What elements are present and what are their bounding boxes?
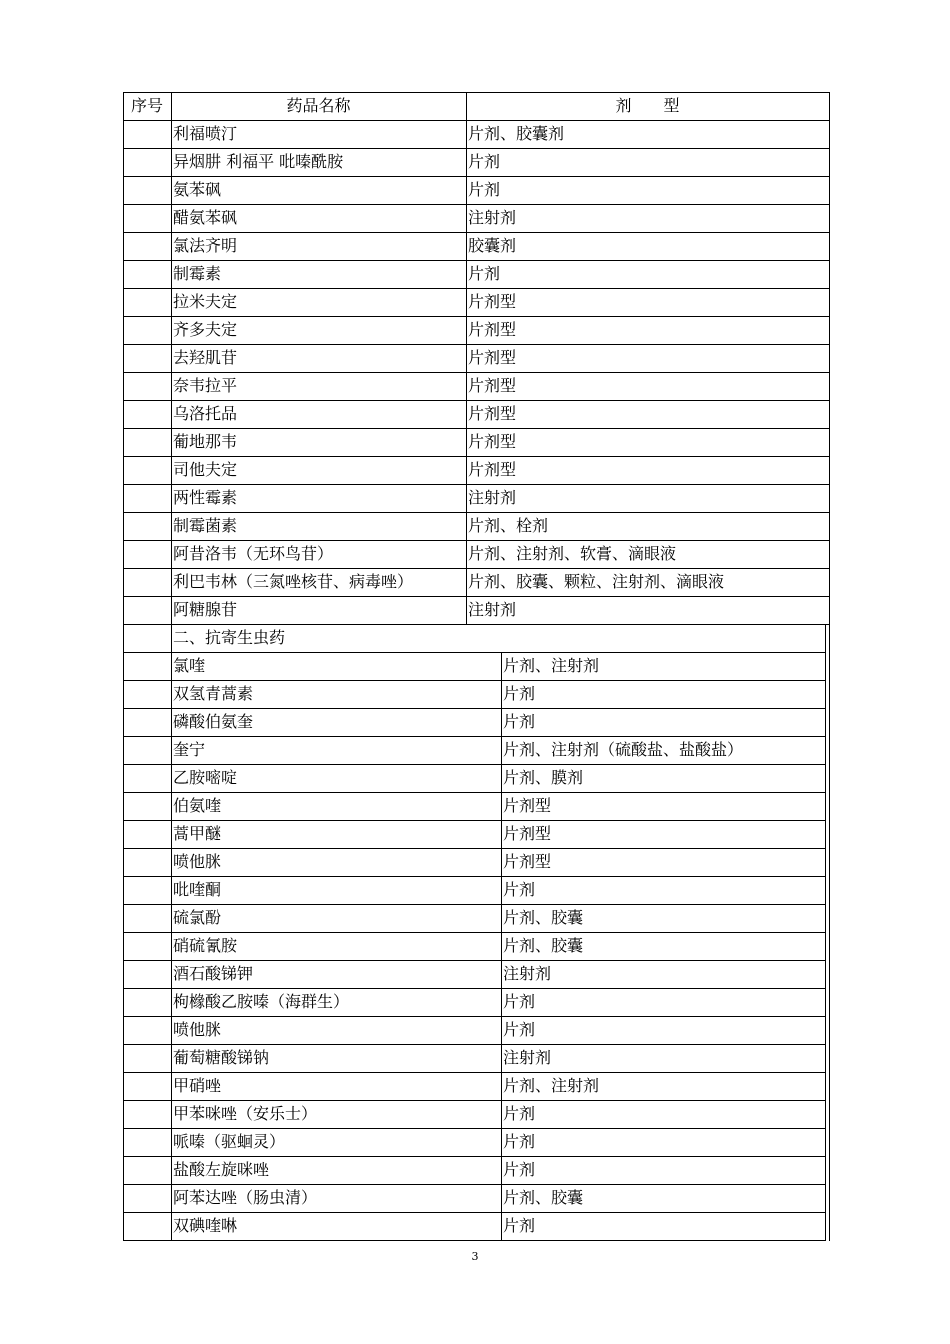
drug-form: 片剂 (503, 1020, 536, 1039)
drug-form: 片剂、注射剂 (503, 656, 600, 675)
table-rule (123, 820, 826, 821)
section-title-row (0, 624, 950, 652)
drug-name: 氯喹 (173, 656, 206, 675)
table-rule (123, 1240, 826, 1241)
page-number: 3 (471, 1250, 479, 1263)
table-col-divider (171, 92, 172, 1241)
table-rule (123, 484, 830, 485)
table-row (0, 484, 950, 512)
drug-form: 片剂、胶囊剂 (468, 124, 565, 143)
drug-name: 葡萄糖酸锑钠 (173, 1048, 270, 1067)
drug-name: 阿糖腺苷 (173, 600, 238, 619)
drug-form: 片剂、胶囊 (503, 1188, 584, 1207)
table-rule (123, 652, 826, 653)
drug-form: 注射剂 (468, 488, 517, 507)
drug-name: 乌洛托品 (173, 404, 238, 423)
table-row (0, 764, 950, 792)
drug-name: 阿苯达唑（肠虫清） (173, 1188, 318, 1207)
drug-form: 片剂型 (468, 404, 517, 423)
drug-name: 奎宁 (173, 740, 206, 759)
drug-form: 片剂型 (503, 852, 552, 871)
drug-name: 喷他脒 (173, 1020, 222, 1039)
drug-form: 片剂、胶囊 (503, 908, 584, 927)
drug-name: 磷酸伯氨奎 (173, 712, 254, 731)
table-rule (123, 344, 830, 345)
table-row (0, 1016, 950, 1044)
table-row (0, 428, 950, 456)
drug-form: 注射剂 (468, 600, 517, 619)
drug-form: 片剂 (503, 1104, 536, 1123)
drug-name: 葡地那韦 (173, 432, 238, 451)
table-rule (123, 1156, 826, 1157)
drug-name: 甲苯咪唑（安乐士） (173, 1104, 318, 1123)
drug-form: 片剂 (468, 264, 501, 283)
table-row (0, 540, 950, 568)
table-row (0, 1184, 950, 1212)
table-row (0, 120, 950, 148)
drug-form: 片剂 (503, 1160, 536, 1179)
table-rule (123, 288, 830, 289)
drug-form: 片剂 (503, 880, 536, 899)
table-row (0, 820, 950, 848)
table-row (0, 260, 950, 288)
drug-form: 片剂、胶囊、颗粒、注射剂、滴眼液 (468, 572, 725, 591)
drug-name: 双氢青蒿素 (173, 684, 254, 703)
drug-form: 片剂、栓剂 (468, 516, 549, 535)
drug-name: 酒石酸锑钾 (173, 964, 254, 983)
table-row (0, 232, 950, 260)
section-title: 二、抗寄生虫药 (173, 628, 286, 647)
drug-name: 哌嗪（驱蛔灵） (173, 1132, 286, 1151)
table-rule (123, 876, 826, 877)
table-col-divider (466, 92, 467, 625)
drug-name: 利福喷汀 (173, 124, 238, 143)
drug-form: 片剂型 (468, 320, 517, 339)
drug-name: 硝硫氰胺 (173, 936, 238, 955)
table-row (0, 512, 950, 540)
drug-form: 片剂、胶囊 (503, 936, 584, 955)
table-rule (123, 596, 830, 597)
drug-form: 片剂型 (468, 292, 517, 311)
table-rule (123, 624, 830, 625)
table-rule (123, 1016, 826, 1017)
table-rule (123, 1072, 826, 1073)
table-row (0, 400, 950, 428)
drug-form: 片剂型 (503, 796, 552, 815)
table-row (0, 1128, 950, 1156)
table-border-right-inner (825, 624, 826, 1241)
drug-form: 片剂 (503, 712, 536, 731)
table-row (0, 596, 950, 624)
table-row (0, 204, 950, 232)
table-row (0, 1156, 950, 1184)
drug-name: 硫氯酚 (173, 908, 222, 927)
drug-name: 蒿甲醚 (173, 824, 222, 843)
table-rule (123, 568, 830, 569)
table-rule (123, 960, 826, 961)
drug-name: 甲硝唑 (173, 1076, 222, 1095)
table-row (0, 1212, 950, 1240)
drug-form: 片剂型 (468, 376, 517, 395)
table-rule (123, 176, 830, 177)
table-row (0, 372, 950, 400)
table-rule (123, 204, 830, 205)
drug-name: 醋氨苯砜 (173, 208, 238, 227)
table-rule (123, 764, 826, 765)
table-row (0, 932, 950, 960)
table-row (0, 904, 950, 932)
table-col-divider (501, 652, 502, 1241)
table-row (0, 736, 950, 764)
drug-name: 氯法齐明 (173, 236, 238, 255)
drug-name: 异烟肼 利福平 吡嗪酰胺 (173, 152, 344, 171)
table-border-left (123, 92, 124, 1241)
drug-name: 制霉菌素 (173, 516, 238, 535)
drug-form: 注射剂 (503, 964, 552, 983)
drug-name: 司他夫定 (173, 460, 238, 479)
table-rule (123, 316, 830, 317)
drug-form: 片剂 (503, 1216, 536, 1235)
table-row (0, 456, 950, 484)
drug-form: 片剂型 (503, 824, 552, 843)
table-rule (123, 92, 830, 93)
drug-form: 注射剂 (468, 208, 517, 227)
table-rule (123, 680, 826, 681)
table-row (0, 876, 950, 904)
table-rule (123, 848, 826, 849)
table-row (0, 848, 950, 876)
drug-form: 片剂型 (468, 432, 517, 451)
drug-name: 制霉素 (173, 264, 222, 283)
table-rule (123, 932, 826, 933)
table-row (0, 176, 950, 204)
drug-form: 片剂、注射剂（硫酸盐、盐酸盐） (503, 740, 744, 759)
drug-name: 氨苯砜 (173, 180, 222, 199)
drug-name: 阿昔洛韦（无环鸟苷） (173, 544, 334, 563)
drug-form: 片剂 (468, 180, 501, 199)
table-row (0, 344, 950, 372)
table-row (0, 568, 950, 596)
table-row (0, 652, 950, 680)
table-rule (123, 1044, 826, 1045)
table-rule (123, 120, 830, 121)
drug-name: 枸橼酸乙胺嗪（海群生） (173, 992, 350, 1011)
drug-name: 拉米夫定 (173, 292, 238, 311)
drug-form: 片剂 (503, 1132, 536, 1151)
table-rule (123, 1100, 826, 1101)
table-rule (123, 1128, 826, 1129)
table-row (0, 680, 950, 708)
drug-form: 片剂、膜剂 (503, 768, 584, 787)
drug-form: 片剂 (503, 992, 536, 1011)
drug-name: 齐多夫定 (173, 320, 238, 339)
header-seq: 序号 (130, 96, 163, 115)
table-row (0, 708, 950, 736)
drug-form: 片剂型 (468, 460, 517, 479)
drug-name: 乙胺嘧啶 (173, 768, 238, 787)
drug-form: 片剂、注射剂、软膏、滴眼液 (468, 544, 677, 563)
table-row (0, 288, 950, 316)
drug-form: 片剂 (503, 684, 536, 703)
table-rule (123, 232, 830, 233)
drug-name: 喷他脒 (173, 852, 222, 871)
drug-name: 伯氨喹 (173, 796, 222, 815)
table-rule (123, 372, 830, 373)
drug-name: 去羟肌苷 (173, 348, 238, 367)
header-form: 剂 型 (615, 96, 680, 115)
drug-form: 注射剂 (503, 1048, 552, 1067)
table-border-right (829, 92, 830, 1241)
drug-form: 片剂 (468, 152, 501, 171)
table-row (0, 960, 950, 988)
drug-name: 盐酸左旋咪唑 (173, 1160, 270, 1179)
drug-name: 双碘喹啉 (173, 1216, 238, 1235)
table-rule (123, 1184, 826, 1185)
header-name: 药品名称 (286, 96, 351, 115)
drug-form: 片剂型 (468, 348, 517, 367)
table-rule (123, 400, 830, 401)
table-row (0, 148, 950, 176)
table-row (0, 316, 950, 344)
table-rule (123, 1212, 826, 1213)
drug-name: 奈韦拉平 (173, 376, 238, 395)
drug-form: 片剂、注射剂 (503, 1076, 600, 1095)
table-rule (123, 456, 830, 457)
table-row (0, 1072, 950, 1100)
drug-name: 吡喹酮 (173, 880, 222, 899)
table-header-row (0, 92, 950, 120)
table-rule (123, 428, 830, 429)
table-rule (123, 904, 826, 905)
drug-form: 胶囊剂 (468, 236, 517, 255)
table-rule (123, 540, 830, 541)
table-rule (123, 792, 826, 793)
table-rule (123, 708, 826, 709)
table-row (0, 792, 950, 820)
drug-name: 两性霉素 (173, 488, 238, 507)
drug-name: 利巴韦林（三氮唑核苷、病毒唑） (173, 572, 414, 591)
table-rule (123, 988, 826, 989)
table-rule (123, 736, 826, 737)
table-row (0, 988, 950, 1016)
table-row (0, 1044, 950, 1072)
table-row (0, 1100, 950, 1128)
table-rule (123, 260, 830, 261)
table-rule (123, 148, 830, 149)
table-rule (123, 512, 830, 513)
